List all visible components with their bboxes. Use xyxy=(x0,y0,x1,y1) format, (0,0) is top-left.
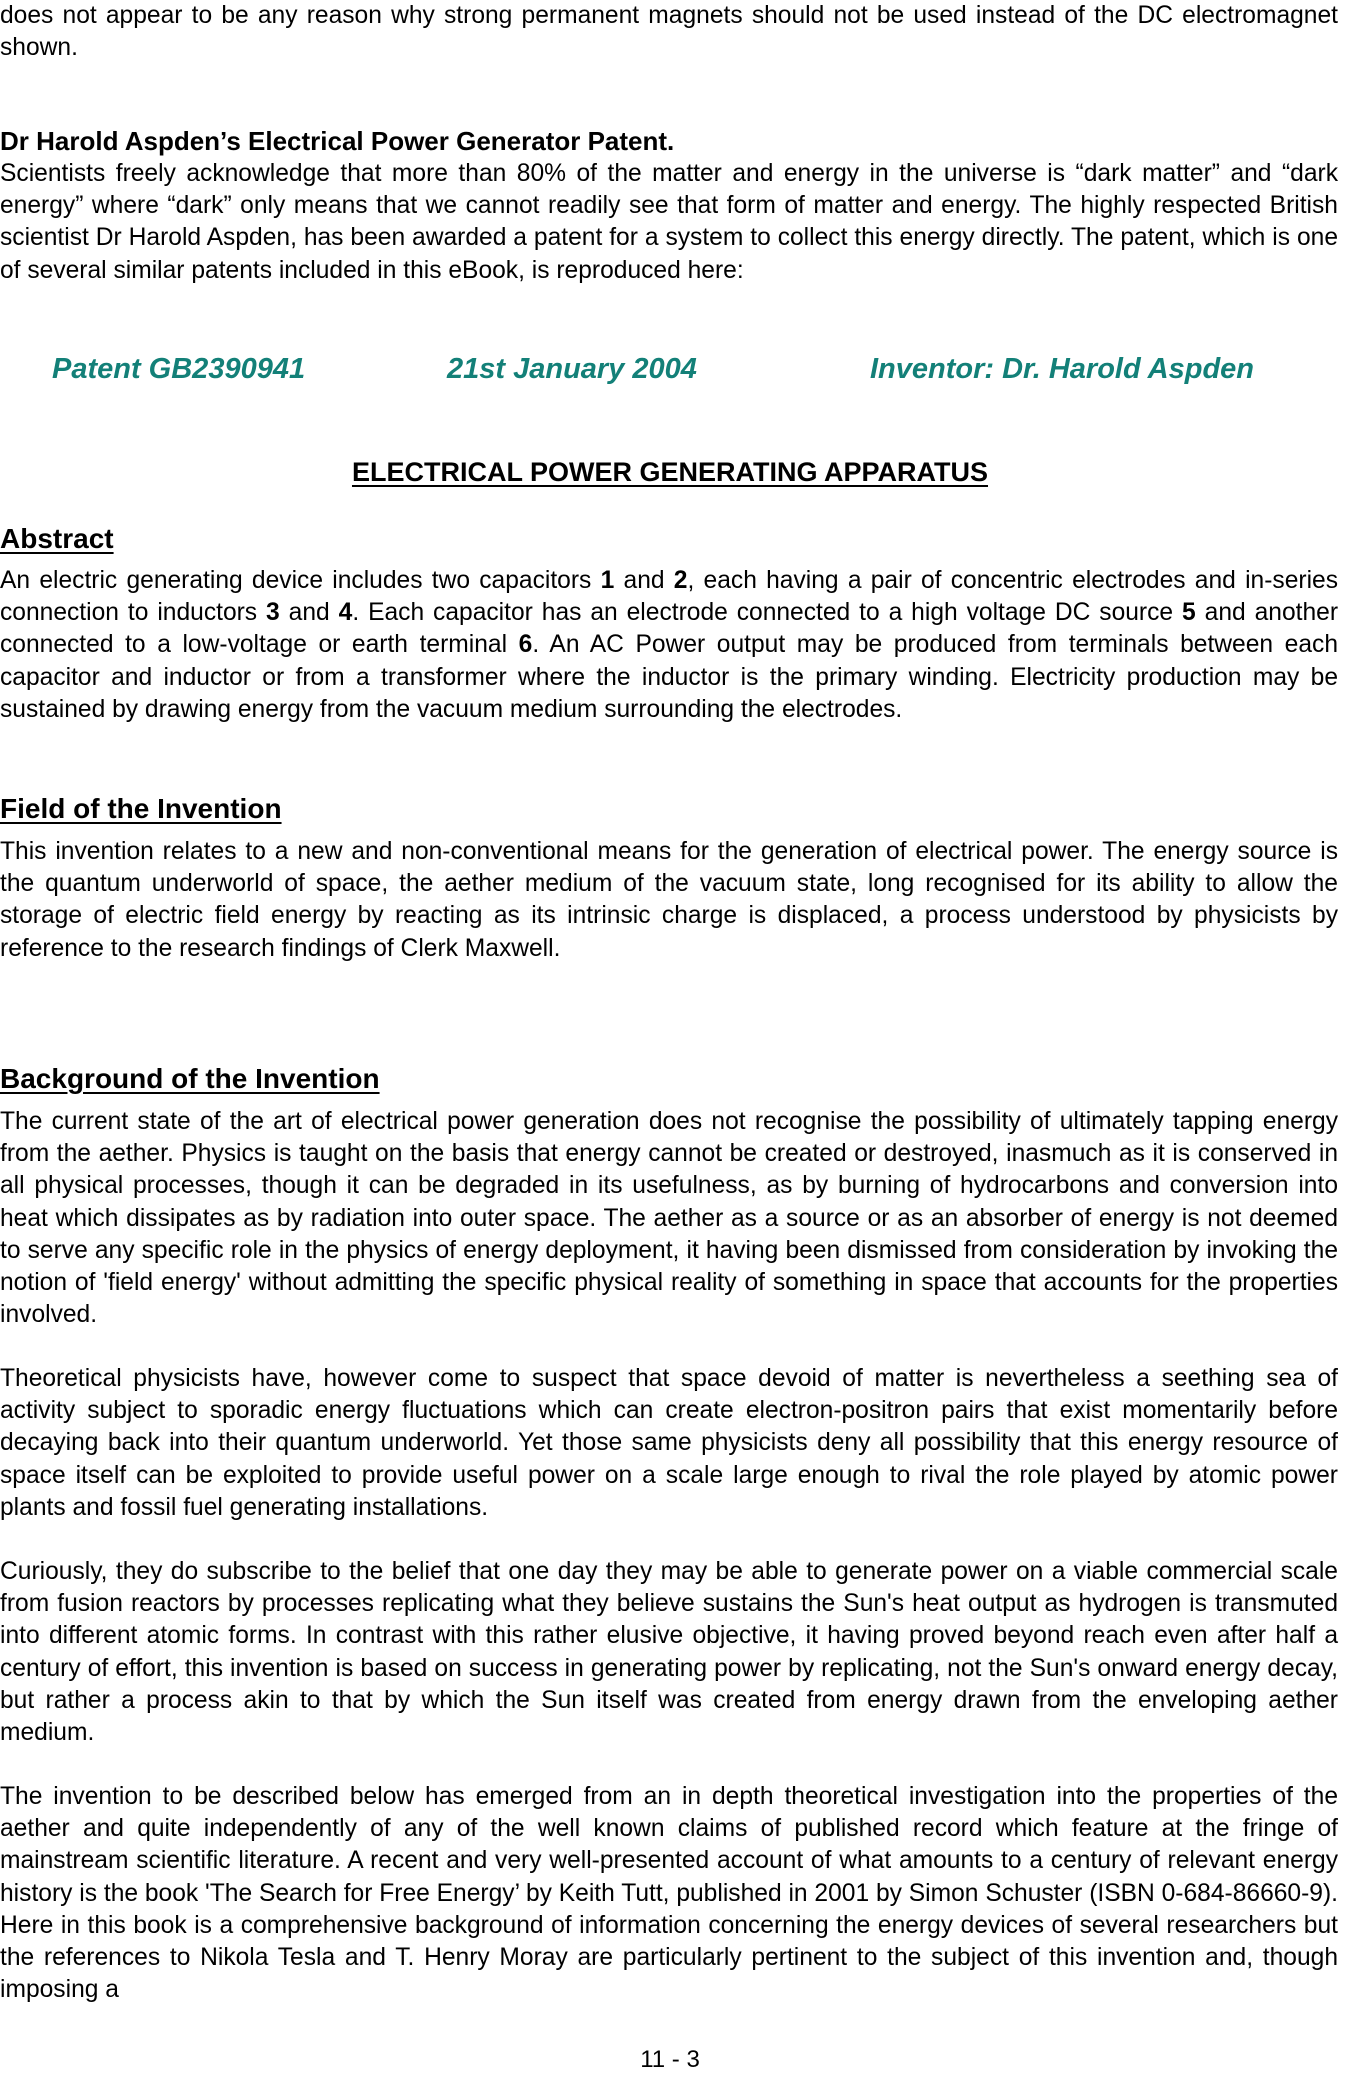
document-title-text: ELECTRICAL POWER GENERATING APPARATUS xyxy=(351,457,989,487)
field-heading: Field of the Invention xyxy=(0,793,282,824)
background-paragraph-1: The current state of the art of electrical power generation does not recognise the possibility of ultimately tapping energy from the aether. Physics is taught on the basis that energy cannot be created or destroyed, inasmuch as it is conserved in all physical processes, though it can be degraded in its usefulness, as by burning of hydrocarbons and conversion into heat which dissipates as by radiation into outer space. The aether as a source or as an absorber of energy is not deemed to serve any specific role in the physics of energy deployment, it having been dismissed from consideration by invoking the notion of 'field energy' without admitting the specific physical reality of something in space that accounts for the properties involved. xyxy=(0,1108,1338,1329)
background-paragraph-3: Curiously, they do subscribe to the belief that one day they may be able to generate power on a viable commercial scale from fusion reactors by processes replicating what they believe sustains the Sun's heat output as hydrogen is transmuted into different atomic forms. In contrast with this rather elusive objective, it having proved beyond reach even after half a century of effort, this invention is based on success in generating power by replicating, not the Sun's onward energy decay, but rather a process akin to that by which the Sun itself was created from energy drawn from the enveloping aether medium. xyxy=(0,1558,1338,1747)
intro-body-paragraph: Scientists freely acknowledge that more than 80% of the matter and energy in the universe is “dark matter” and “dark energy” where “dark” only means that we cannot readily see that form of matter and energy. The highly respected British scientist Dr Harold Aspden, has been awarded a patent for a system to collect this energy directly. The patent, which is one of several similar patents included in this eBook, is reproduced here: xyxy=(0,160,1338,284)
intro-heading: Dr Harold Aspden’s Electrical Power Generator Patent. xyxy=(0,126,675,156)
abstract-heading: Abstract xyxy=(0,523,114,554)
background-paragraph-4: The invention to be described below has emerged from an in depth theoretical investigation into the properties of the aether and quite independently of any of the well known claims of published record which feature at the fringe of mainstream scientific literature. A recent and very well-presented account of what amounts to a century of relevant energy history is the book 'The Search for Free Energy’ by Keith Tutt, published in 2001 by Simon Schuster (ISBN 0-684-86660-9). Here in this book is a comprehensive background of information concerning the energy devices of several researchers but the references to Nikola Tesla and T. Henry Moray are particularly pertinent to the subject of this invention and, though imposing a xyxy=(0,1783,1339,2004)
ref-inductor-4: 4 xyxy=(338,599,353,627)
ref-capacitor-2: 2 xyxy=(673,567,688,594)
patent-inventor: Inventor: Dr. Harold Aspden xyxy=(870,353,1255,385)
page-number: 11 - 3 xyxy=(640,2046,700,2073)
background-heading: Background of the Invention xyxy=(0,1063,380,1094)
field-paragraph: This invention relates to a new and non-conventional means for the generation of electrical power. The energy source is the quantum underworld of space, the aether medium of the vacuum state, long recognised for its ability to allow the storage of electric field energy by reacting as its intrinsic charge is displaced, a process understood by physicists by reference to the research findings of Clerk Maxwell. xyxy=(0,838,1338,962)
ref-inductor-3: 3 xyxy=(266,599,280,627)
ref-terminal-6: 6 xyxy=(518,631,533,659)
ref-capacitor-1: 1 xyxy=(600,567,615,594)
intro-fragment-paragraph: does not appear to be any reason why strong permanent magnets should not be used instead of the DC electromagnet shown. xyxy=(0,2,1338,62)
document-title xyxy=(0,455,1340,489)
ref-dc-source-5: 5 xyxy=(1182,599,1196,627)
abstract-paragraph: An electric generating device includes two capacitors 1 and 2, each having a pair of concentric electrodes and in-series connection to inductors 3 and 4. Each capacitor has an electrode connected to a high voltage DC source 5 and another connected to a low-voltage or earth terminal 6. An AC Power output may be produced from terminals between each capacitor and inductor or from a transformer where the inductor is the primary winding. Electricity production may be sustained by drawing energy from the vacuum medium surrounding the electrodes. xyxy=(0,567,1339,723)
background-paragraph-2: Theoretical physicists have, however come to suspect that space devoid of matter is nevertheless a seething sea of activity subject to sporadic energy fluctuations which can create electron-positron pairs that exist momentarily before decaying back into their quantum underworld. Yet those same physicists deny all possibility that this energy resource of space itself can be exploited to provide useful power on a scale large enough to rival the role played by atomic power plants and fossil fuel generating installations. xyxy=(0,1365,1338,1521)
patent-date: 21st January 2004 xyxy=(447,353,697,385)
patent-number: Patent GB2390941 xyxy=(52,353,306,385)
